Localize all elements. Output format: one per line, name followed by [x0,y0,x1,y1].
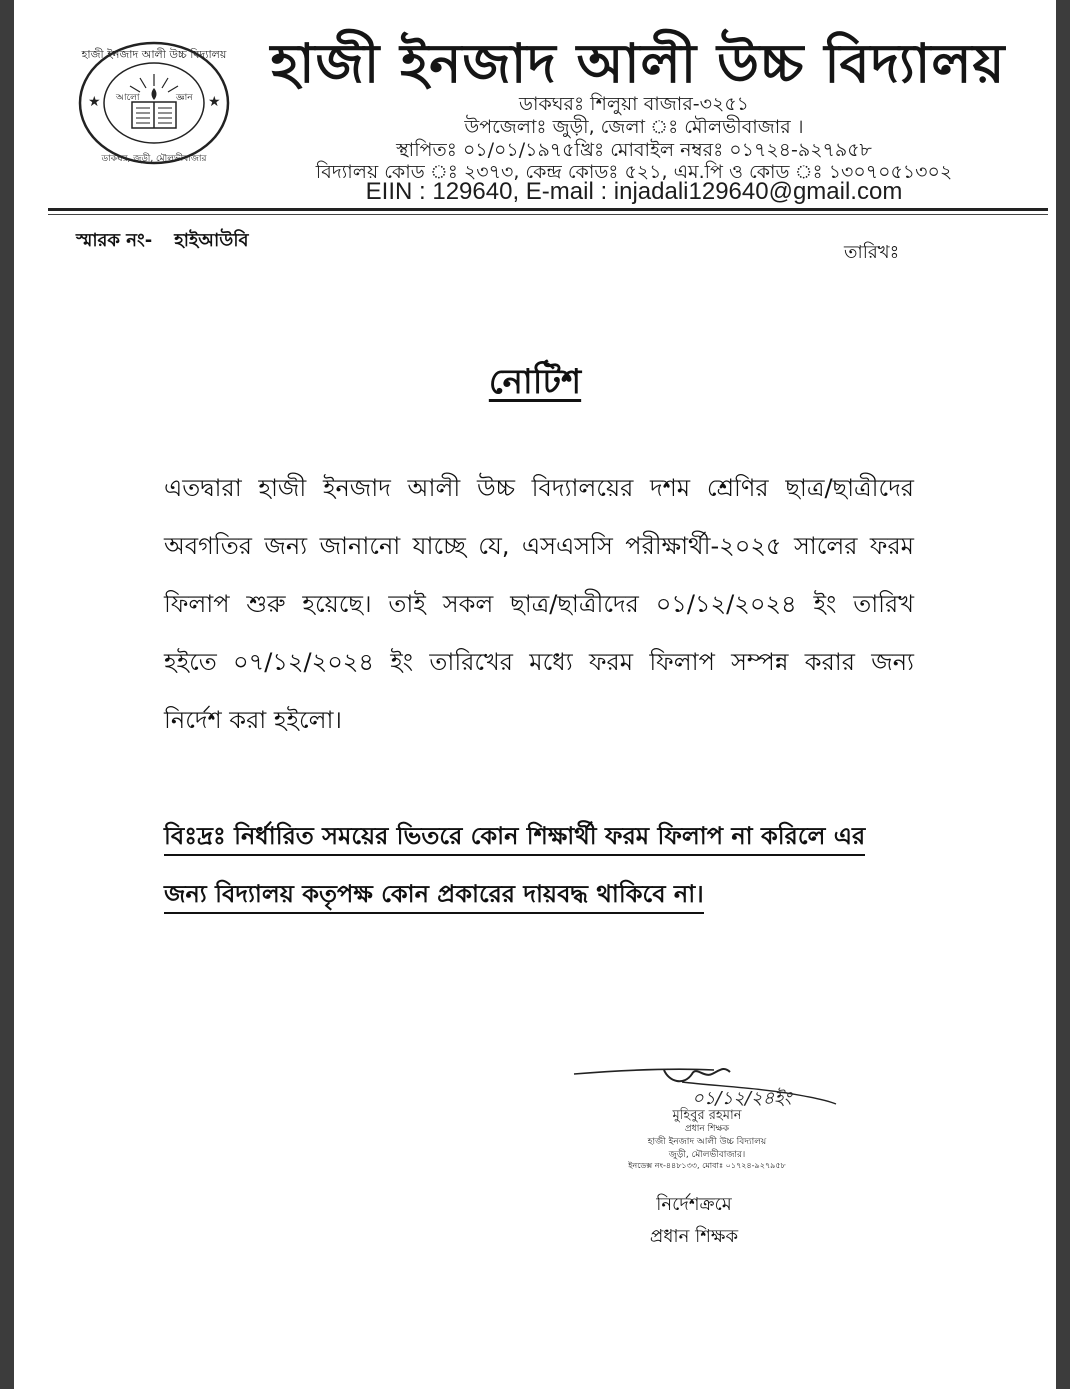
established-mobile: স্থাপিতঃ ০১/০১/১৯৭৫খ্রিঃ মোবাইল নম্বরঃ ০১৭২৪-৯২৭৯৫৮ [396,139,872,161]
head-teacher-label: প্রধান শিক্ষক [649,1226,739,1247]
stamp-title: প্রধান শিক্ষক [684,1124,730,1134]
nb-line-1-text: বিঃদ্রঃ নির্ধারিত সময়ের ভিতরে কোন শিক্ষার্থী ফরম ফিলাপ না করিলে এর [164,822,865,856]
svg-text:★: ★ [208,94,221,110]
eiin-email: EIIN : 129640, E-mail : injadali129640@gmail.com [365,178,903,205]
svg-text:হাজী ইনজাদ আলী উচ্চ বিদ্যালয়: হাজী ইনজাদ আলী উচ্চ বিদ্যালয় [81,48,227,61]
memo-value: হাইআউবি [174,230,249,251]
date-label: তারিখঃ [844,242,900,263]
notice-page [14,0,1056,1389]
svg-text:★: ★ [88,94,101,110]
header-divider-thick [48,208,1048,211]
stamp-contact: ইনডেক্স নং-৪৪৮১৩৩, মোবাঃ ০১৭২৪-৯২৭৯৫৮ [628,1161,786,1170]
address-upazila: উপজেলাঃ জুড়ী, জেলা ঃ মৌলভীবাজার । [464,116,804,138]
header-divider-thin [48,214,1048,215]
nb-line-2-text: জন্য বিদ্যালয় কতৃপক্ষ কোন প্রকারের দায়বদ্ধ থাকিবে না। [164,880,704,914]
notice-title-text: নোটিশ [488,362,582,402]
nb-line-2 [164,876,914,916]
svg-text:ডাকঘর, জুড়ী, মৌলভীবাজার: ডাকঘর, জুড়ী, মৌলভীবাজার [101,154,207,164]
body-line-1: এতদ্বারা হাজী ইনজাদ আলী উচ্চ বিদ্যালয়ের দশম শ্রেণির ছাত্র/ছাত্রীদের [164,474,914,502]
school-name: হাজী ইনজাদ আলী উচ্চ বিদ্যালয় [270,32,1006,95]
stamp-location: জুড়ী, মৌলভীবাজার। [668,1150,746,1160]
stamp-school: হাজী ইনজাদ আলী উচ্চ বিদ্যালয় [647,1137,767,1147]
body-line-4: হইতে ০৭/১২/২০২৪ ইং তারিখের মধ্যে ফরম ফিলাপ সম্পন্ন করার জন্য [164,648,914,676]
school-codes: বিদ্যালয় কোড ঃ ২৩৭৩, কেন্দ্র কোডঃ ৫২১, এম.পি ও কোড ঃ ১৩০৭০৫১৩০২ [315,161,953,183]
svg-text:আলো: আলো [116,93,140,103]
svg-text:জ্ঞান: জ্ঞান [176,93,193,103]
stamp-name: মুহিবুর রহমান [672,1108,742,1123]
by-order-label: নির্দেশক্রমে [656,1194,732,1215]
body-line-5: নির্দেশ করা হইলো। [164,706,343,734]
nb-line-1 [164,818,914,858]
school-seal-logo [72,38,236,168]
memo-number [76,226,249,257]
memo-label: স্মারক নং- [76,230,153,251]
signature-date: ০১/১২/২৪ইং [692,1088,792,1109]
body-line-2: অবগতির জন্য জানানো যাচ্ছে যে, এসএসসি পরীক্ষার্থী-২০২৫ সালের ফরম [164,532,914,560]
body-line-3: ফিলাপ শুরু হয়েছে। তাই সকল ছাত্র/ছাত্রীদের ০১/১২/২০২৪ ইং তারিখ [164,590,914,618]
notice-title [14,356,1056,413]
address-post-office: ডাকঘরঃ শিলুয়া বাজার-৩২৫১ [519,93,749,115]
